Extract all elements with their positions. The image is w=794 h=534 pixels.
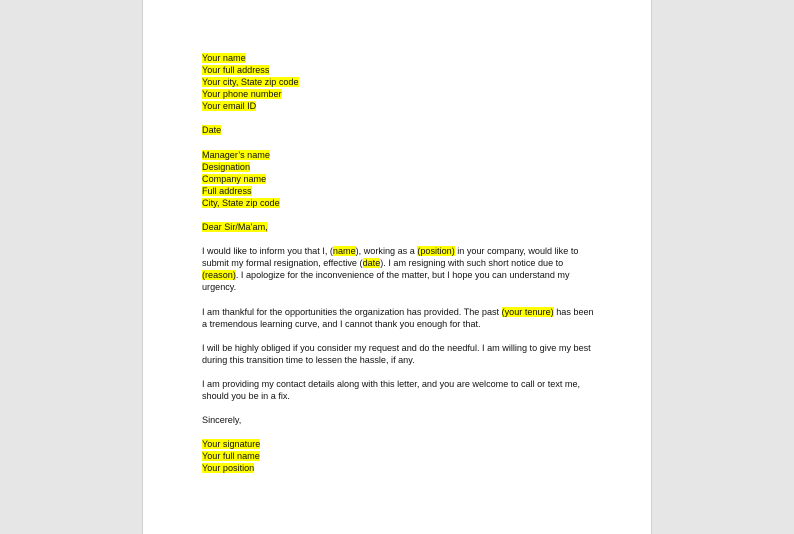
signature-full-name: Your full name [202,451,260,462]
paragraph-1-text: I would like to inform you that I, ( [202,246,333,257]
document-page[interactable] [142,0,652,534]
recipient-designation: Designation [202,161,251,172]
placeholder-name: name [332,246,356,257]
sender-block [202,52,602,112]
paragraph-1-text: . I apologize for the inconvenience of the matter, but I hope you can understand my urgency. [202,270,570,293]
signature-block [202,438,602,474]
placeholder-date: date [362,258,381,269]
placeholder-tenure: (your tenure) [501,306,554,317]
paragraph-4: I am providing my contact details along with this letter, and you are welcome to call or text me, should you be in a fix. [202,378,581,401]
signature: Your signature [202,439,261,450]
recipient-block [202,149,602,209]
paragraph-1-text: ), working as a [355,246,418,257]
letter-date: Date [202,125,222,136]
recipient-name: Manager’s name [202,149,270,160]
sender-name: Your name [202,53,246,63]
paragraph-2-text: has been a tremendous learning curve, and I cannot thank you enough for that. [202,306,594,329]
sender-phone: Your phone number [202,89,282,100]
recipient-city: City, State zip code [202,197,280,208]
sender-address: Your full address [202,65,270,76]
sender-email: Your email ID [202,101,257,112]
paragraph-2 [202,306,600,330]
paragraph-1 [202,245,600,293]
salutation: Dear Sir/Ma’am, [202,222,268,233]
closing: Sincerely, [202,415,242,426]
placeholder-position: (position) [417,246,455,257]
placeholder-reason: (reason) [202,270,236,281]
recipient-address: Full address [202,185,252,196]
paragraph-1-text: in your company, would like to submit my formal resignation, effective ( [202,246,579,269]
sender-city: Your city, State zip code [202,77,299,88]
recipient-company: Company name [202,173,267,184]
letter-body[interactable] [202,52,602,474]
paragraph-2-text: I am thankful for the opportunities the organization has provided. The past [202,306,502,317]
paragraph-3: I will be highly obliged if you consider my request and do the needful. I am willing to give my best during this transition time to lessen the hassle, if any. [202,342,591,365]
signature-position: Your position [202,463,255,474]
paragraph-1-text: ). I am resigning with such short notice due to [380,258,564,269]
